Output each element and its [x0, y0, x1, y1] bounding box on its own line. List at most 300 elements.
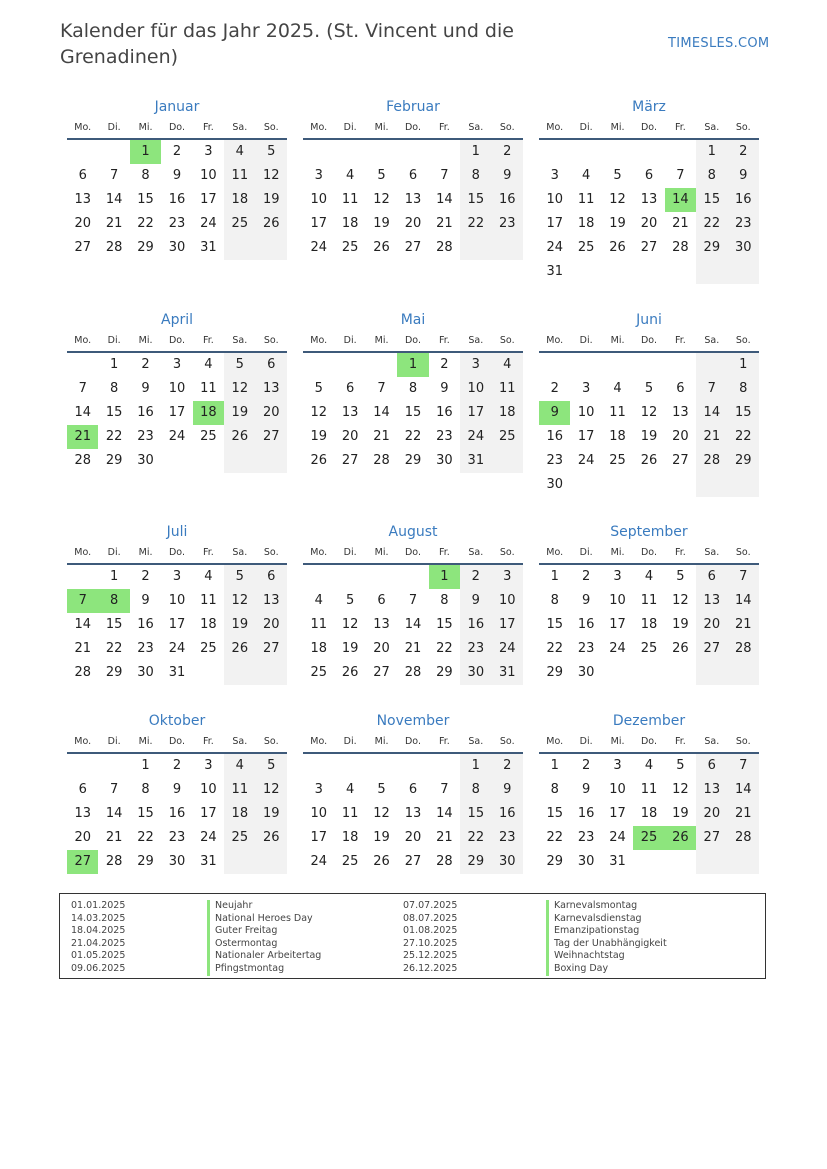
day-cell: 24 [492, 637, 523, 661]
day-cell: 4 [224, 754, 255, 778]
weekday-label: Mi. [374, 122, 389, 133]
day-cell: 6 [696, 754, 727, 778]
day-cell: 14 [436, 806, 453, 821]
day-cell: 17 [310, 830, 327, 845]
day-cell: 30 [546, 477, 563, 492]
holiday-name: National Heroes Day [207, 913, 321, 926]
day-cell: 24 [310, 240, 327, 255]
weekday-label: Sa. [704, 335, 720, 346]
holiday-day-cell: 1 [130, 140, 161, 164]
weekday-label: So. [735, 335, 751, 346]
day-cell: 24 [200, 830, 217, 845]
day-cell: 29 [696, 236, 727, 260]
day-cell: 12 [609, 192, 626, 207]
day-cell: 4 [204, 569, 213, 584]
day-cell: 24 [546, 240, 563, 255]
day-cell: 10 [168, 381, 186, 396]
day-cell: 30 [577, 665, 595, 680]
empty-cell [303, 353, 334, 377]
day-cell: 11 [224, 778, 255, 802]
day-cell: 3 [172, 357, 182, 372]
month-12 [539, 710, 759, 874]
day-cell: 28 [436, 240, 453, 255]
weekday-label: Mo. [546, 335, 564, 346]
empty-cell [539, 353, 570, 377]
weekday-header [67, 118, 287, 140]
day-cell: 28 [74, 665, 91, 680]
day-cell: 17 [609, 806, 626, 821]
day-cell: 28 [105, 854, 123, 869]
weekday-label: Di. [107, 736, 121, 747]
day-cell: 11 [640, 782, 658, 797]
day-cell: 26 [341, 665, 359, 680]
weekday-header [303, 543, 523, 565]
day-cell: 28 [728, 826, 759, 850]
day-cell: 23 [168, 830, 186, 845]
holiday-date: 21.04.2025 [71, 937, 126, 949]
weekday-label: Do. [404, 335, 421, 346]
day-cell: 22 [728, 425, 759, 449]
day-cell: 5 [224, 565, 255, 589]
legend-names-right [546, 900, 667, 976]
day-cell: 2 [460, 565, 491, 589]
day-cell: 30 [577, 854, 595, 869]
holiday-day-cell: 1 [429, 565, 460, 589]
day-cell: 6 [408, 782, 418, 797]
day-cell: 21 [696, 425, 727, 449]
day-cell: 20 [672, 429, 689, 444]
day-cell: 24 [200, 216, 217, 231]
day-cell: 17 [546, 216, 563, 231]
month-name: Oktober [148, 713, 206, 729]
holiday-name: Karnevalsdienstag [546, 913, 667, 926]
day-cell: 28 [74, 453, 91, 468]
empty-cell [366, 565, 397, 589]
day-cell: 19 [672, 617, 689, 632]
day-cell: 29 [546, 854, 563, 869]
weekday-label: Mi. [138, 335, 153, 346]
day-cell: 27 [341, 453, 359, 468]
day-cell: 22 [460, 826, 491, 850]
day-cell: 10 [460, 377, 491, 401]
holiday-name: Ostermontag [207, 938, 321, 951]
holiday-day-cell: 8 [98, 589, 129, 613]
holiday-day-cell: 14 [665, 188, 696, 212]
month-name: März [632, 99, 666, 115]
day-cell: 1 [728, 353, 759, 377]
day-cell: 20 [404, 830, 422, 845]
weekday-label: Mo. [310, 547, 328, 558]
day-cell: 13 [256, 377, 287, 401]
day-cell: 29 [404, 453, 422, 468]
empty-cell [224, 661, 255, 685]
empty-cell [366, 140, 397, 164]
day-cell: 31 [200, 240, 217, 255]
day-grid [67, 353, 287, 473]
day-cell: 10 [609, 593, 626, 608]
page-title: Kalender für das Jahr 2025. (St. Vincent und die Grenadinen) [60, 20, 514, 68]
day-cell: 7 [377, 381, 386, 396]
day-cell: 10 [200, 782, 217, 797]
empty-cell [224, 449, 255, 473]
day-grid [303, 754, 523, 874]
day-cell: 24 [609, 641, 626, 656]
day-cell: 18 [310, 641, 327, 656]
day-cell: 13 [341, 405, 359, 420]
day-cell: 5 [613, 168, 622, 183]
day-cell: 1 [696, 140, 727, 164]
day-cell: 10 [310, 192, 327, 207]
day-cell: 17 [168, 405, 186, 420]
weekday-header [67, 732, 287, 754]
day-cell: 11 [492, 377, 523, 401]
day-cell: 17 [460, 401, 491, 425]
day-cell: 4 [224, 140, 255, 164]
empty-cell [224, 236, 255, 260]
day-cell: 20 [373, 641, 390, 656]
day-cell: 29 [137, 854, 154, 869]
day-cell: 31 [168, 665, 186, 680]
day-cell: 27 [74, 240, 91, 255]
day-cell: 5 [314, 381, 323, 396]
day-cell: 8 [696, 164, 727, 188]
weekday-label: Mi. [610, 547, 625, 558]
holiday-name: Pfingstmontag [207, 963, 321, 976]
day-cell: 16 [577, 806, 595, 821]
day-grid [303, 565, 523, 685]
empty-cell [492, 449, 523, 473]
day-cell: 24 [310, 854, 327, 869]
day-cell: 6 [696, 565, 727, 589]
day-cell: 14 [373, 405, 390, 420]
day-cell: 16 [460, 613, 491, 637]
day-cell: 29 [460, 850, 491, 874]
holiday-date: 27.10.2025 [403, 937, 458, 949]
day-cell: 9 [141, 381, 150, 396]
day-cell: 2 [141, 569, 150, 584]
day-cell: 8 [109, 381, 119, 396]
day-cell: 25 [492, 425, 523, 449]
empty-cell [67, 565, 98, 589]
weekday-label: So. [735, 122, 751, 133]
weekday-label: Fr. [674, 122, 686, 133]
holiday-name: Nationaler Arbeitertag [207, 950, 321, 963]
day-cell: 17 [200, 806, 217, 821]
empty-cell [728, 473, 759, 497]
day-cell: 9 [581, 782, 591, 797]
day-cell: 30 [492, 850, 523, 874]
day-cell: 21 [404, 641, 422, 656]
holiday-name: Weihnachtstag [546, 950, 667, 963]
holiday-day-cell: 7 [67, 589, 98, 613]
day-cell: 18 [200, 617, 217, 632]
empty-cell [665, 850, 696, 874]
day-cell: 12 [373, 192, 390, 207]
day-cell: 1 [460, 754, 491, 778]
holiday-date: 01.08.2025 [403, 925, 458, 937]
day-cell: 18 [492, 401, 523, 425]
day-cell: 21 [672, 216, 689, 231]
day-cell: 27 [404, 854, 422, 869]
day-cell: 20 [696, 802, 727, 826]
day-cell: 28 [436, 854, 453, 869]
day-cell: 30 [137, 665, 154, 680]
month-name: Juni [636, 312, 662, 328]
day-cell: 22 [105, 429, 123, 444]
weekday-label: Mi. [610, 335, 625, 346]
empty-cell [397, 140, 428, 164]
month-name: Januar [154, 99, 200, 115]
day-cell: 19 [224, 613, 255, 637]
day-cell: 5 [256, 754, 287, 778]
weekday-label: Di. [107, 122, 121, 133]
weekday-label: Do. [640, 547, 657, 558]
day-cell: 20 [74, 216, 91, 231]
day-cell: 18 [609, 429, 626, 444]
day-cell: 18 [224, 802, 255, 826]
day-cell: 16 [137, 405, 154, 420]
weekday-label: Sa. [232, 547, 248, 558]
day-cell: 28 [373, 453, 390, 468]
month-7 [67, 521, 287, 685]
weekday-label: Sa. [704, 122, 720, 133]
day-cell: 18 [341, 830, 359, 845]
day-cell: 21 [105, 216, 123, 231]
weekday-label: So. [263, 736, 279, 747]
month-name: Februar [386, 99, 440, 115]
empty-cell [303, 140, 334, 164]
day-cell: 4 [492, 353, 523, 377]
weekday-label: Fr. [674, 547, 686, 558]
day-cell: 9 [172, 782, 182, 797]
weekday-label: Do. [168, 122, 185, 133]
weekday-label: Do. [404, 122, 421, 133]
weekday-label: Sa. [468, 547, 484, 558]
day-cell: 22 [137, 216, 154, 231]
day-cell: 20 [640, 216, 658, 231]
empty-cell [334, 754, 365, 778]
brand-link[interactable]: TIMESLES.COM [668, 36, 770, 51]
day-cell: 15 [137, 806, 154, 821]
day-cell: 4 [644, 758, 654, 773]
empty-cell [256, 661, 287, 685]
empty-cell [98, 754, 129, 778]
day-cell: 30 [728, 236, 759, 260]
empty-cell [429, 140, 460, 164]
day-cell: 19 [373, 830, 390, 845]
weekday-label: Do. [640, 736, 657, 747]
day-cell: 12 [310, 405, 327, 420]
empty-cell [366, 754, 397, 778]
day-cell: 2 [581, 758, 591, 773]
day-cell: 19 [256, 188, 287, 212]
day-cell: 23 [436, 429, 453, 444]
weekday-label: Mo. [74, 736, 92, 747]
day-grid [539, 140, 759, 284]
day-cell: 3 [314, 168, 323, 183]
day-cell: 25 [310, 665, 327, 680]
empty-cell [224, 850, 255, 874]
day-cell: 13 [404, 806, 422, 821]
day-cell: 17 [492, 613, 523, 637]
day-cell: 7 [696, 377, 727, 401]
day-cell: 29 [546, 665, 563, 680]
empty-cell [696, 473, 727, 497]
weekday-label: Mo. [74, 335, 92, 346]
day-cell: 7 [728, 565, 759, 589]
day-cell: 19 [341, 641, 359, 656]
day-cell: 8 [728, 377, 759, 401]
day-cell: 6 [676, 381, 685, 396]
day-cell: 21 [105, 830, 123, 845]
empty-cell [460, 236, 491, 260]
day-cell: 10 [200, 168, 217, 183]
day-cell: 14 [105, 806, 123, 821]
empty-cell [193, 449, 224, 473]
weekday-label: Do. [640, 122, 657, 133]
day-cell: 26 [672, 641, 689, 656]
holiday-name: Tag der Unabhängigkeit [546, 938, 667, 951]
day-cell: 5 [377, 782, 386, 797]
day-cell: 26 [310, 453, 327, 468]
empty-cell [492, 236, 523, 260]
day-cell: 23 [492, 826, 523, 850]
day-cell: 24 [577, 453, 595, 468]
day-cell: 4 [314, 593, 323, 608]
day-cell: 7 [78, 381, 87, 396]
day-cell: 8 [550, 593, 559, 608]
day-cell: 31 [492, 661, 523, 685]
day-cell: 18 [640, 617, 658, 632]
month-name: August [388, 524, 438, 540]
day-cell: 14 [728, 589, 759, 613]
day-cell: 9 [440, 381, 449, 396]
weekday-label: Mi. [374, 335, 389, 346]
day-grid [303, 353, 523, 473]
weekday-label: Fr. [202, 335, 214, 346]
day-cell: 11 [609, 405, 626, 420]
empty-cell [696, 661, 727, 685]
weekday-label: Sa. [232, 736, 248, 747]
weekday-label: Fr. [674, 335, 686, 346]
weekday-label: Mi. [610, 736, 625, 747]
weekday-label: Sa. [232, 335, 248, 346]
day-cell: 20 [256, 613, 287, 637]
day-cell: 12 [373, 806, 390, 821]
day-cell: 27 [404, 240, 422, 255]
day-cell: 18 [341, 216, 359, 231]
day-cell: 7 [408, 593, 418, 608]
month-name: Mai [400, 312, 426, 328]
weekday-label: Sa. [704, 547, 720, 558]
holiday-day-cell: 9 [539, 401, 570, 425]
day-cell: 17 [168, 617, 186, 632]
empty-cell [633, 661, 664, 685]
day-cell: 1 [141, 758, 150, 773]
holiday-day-cell: 21 [67, 425, 98, 449]
month-name: September [610, 524, 688, 540]
day-cell: 5 [676, 758, 685, 773]
empty-cell [696, 260, 727, 284]
empty-cell [665, 353, 696, 377]
day-cell: 12 [256, 778, 287, 802]
day-cell: 26 [373, 240, 390, 255]
day-cell: 8 [460, 164, 491, 188]
day-cell: 30 [137, 453, 154, 468]
weekday-label: So. [499, 122, 515, 133]
day-cell: 3 [581, 381, 591, 396]
empty-cell [256, 850, 287, 874]
holiday-day-cell: 25 [633, 826, 664, 850]
weekday-label: Do. [168, 335, 185, 346]
holiday-name: Emanzipationstag [546, 925, 667, 938]
month-4 [67, 309, 287, 473]
legend-dates-left [71, 900, 125, 976]
holiday-legend [59, 893, 766, 979]
empty-cell [665, 473, 696, 497]
day-cell: 9 [141, 593, 150, 608]
holiday-name: Neujahr [207, 900, 321, 913]
day-cell: 29 [436, 665, 453, 680]
day-cell: 16 [546, 429, 563, 444]
holiday-date: 09.06.2025 [71, 962, 126, 974]
day-cell: 23 [137, 429, 154, 444]
weekday-label: Mo. [310, 122, 328, 133]
day-cell: 21 [74, 641, 91, 656]
empty-cell [303, 565, 334, 589]
empty-cell [570, 473, 601, 497]
weekday-label: Sa. [468, 335, 484, 346]
empty-cell [539, 140, 570, 164]
day-grid [67, 565, 287, 685]
day-cell: 9 [460, 589, 491, 613]
day-cell: 24 [609, 830, 626, 845]
day-cell: 3 [204, 758, 213, 773]
day-cell: 26 [256, 212, 287, 236]
empty-cell [397, 565, 428, 589]
day-cell: 5 [345, 593, 355, 608]
day-cell: 17 [200, 192, 217, 207]
day-cell: 22 [137, 830, 154, 845]
day-cell: 10 [577, 405, 595, 420]
day-cell: 18 [640, 806, 658, 821]
day-cell: 2 [492, 754, 523, 778]
day-cell: 11 [310, 617, 327, 632]
day-cell: 9 [492, 164, 523, 188]
weekday-label: Sa. [704, 736, 720, 747]
day-cell: 7 [728, 754, 759, 778]
day-cell: 21 [728, 613, 759, 637]
holiday-day-cell: 18 [193, 401, 224, 425]
day-cell: 26 [256, 826, 287, 850]
day-cell: 16 [577, 617, 595, 632]
month-10 [67, 710, 287, 874]
day-cell: 15 [404, 405, 422, 420]
day-cell: 16 [492, 188, 523, 212]
weekday-label: Fr. [674, 736, 686, 747]
day-cell: 10 [168, 593, 186, 608]
day-cell: 21 [436, 830, 453, 845]
day-cell: 15 [137, 192, 154, 207]
day-cell: 14 [74, 617, 91, 632]
empty-cell [67, 353, 98, 377]
empty-cell [728, 260, 759, 284]
day-cell: 10 [310, 806, 327, 821]
day-cell: 15 [105, 617, 123, 632]
holiday-date: 25.12.2025 [403, 950, 458, 962]
day-cell: 16 [168, 806, 186, 821]
empty-cell [696, 850, 727, 874]
